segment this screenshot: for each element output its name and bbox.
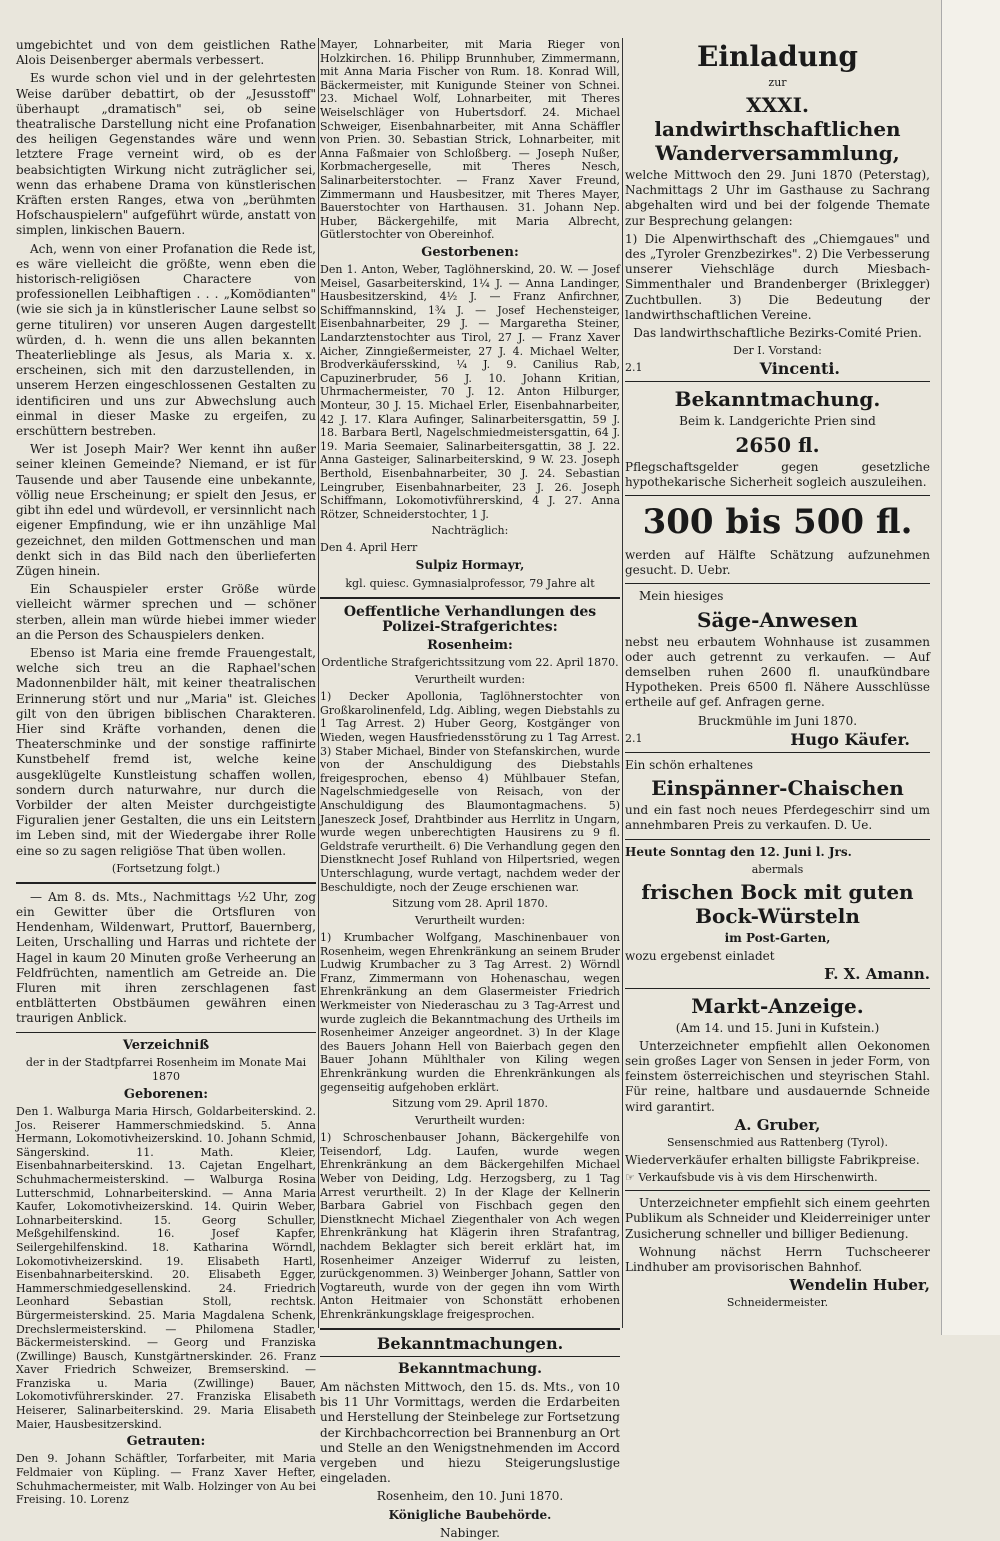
news-item-hail: — Am 8. ds. Mts., Nachmittags ½2 Uhr, zog ein Gewitter über die Ortsfluren von Hendenham, Wildenwart, Pruttorf, Bauernberg, Leiten, Urschalling und Harras und richtete der Hagel in kaum 20 Minuten große Verheerung an Feldfrüchten, namentlich am Getreide an. Die Fluren mit ihren zerschlagenen fast entblätterten Obstbäumen gewähren einen traurigen Anblick.	[16, 889, 316, 1026]
article-paragraph: Ein Schauspieler erster Größe würde vielleicht wärmer sprechen und — schöner sterben, allein man würde hiebei immer wieder an die Person des Schauspielers denken.	[16, 582, 316, 642]
verdicts-list: 1) Schroschenbauser Johann, Bäckergehilfe von Teisendorf, Ldg. Laufen, wurde wegen Ehrenkränkung an dem Bäckergehilfen Michael Weber von Deiding, Ldg. Herzogsberg, zu 1 Tag Arrest verurtheilt. 2) In der Klage der Kellnerin Barbara Gabriel von Fischbach gegen den Dienstknecht Michael Ziegenthaler von Ach wegen Ehrenkränkung hat Klägerin ihren Strafantrag, nachdem Beklagter sich bereit erklärt hat, im Rosenheimer Anzeiger Widerruf zu leisten, zurückgenommen. 3) Weinberger Johann, Sattler von Vogtareuth, wurde von der gegen ihn vom Wirth Anton Heitmaier von Schonstätt erhobenen Ehrenkränkungsklage freigesprochen.	[320, 1131, 620, 1321]
assembly-title: XXXI. landwirthschaftlichen Wanderversammlung,	[654, 93, 901, 165]
divider	[16, 882, 316, 884]
booth-location	[625, 1171, 930, 1185]
sawmill-title: Säge-Anwesen	[697, 607, 858, 632]
article-paragraph: Wer ist Joseph Mair? Wer kennt ihn außer seiner kleinen Gemeinde? Niemand, er ist für Tausende und aber Tausende eine unbekannte, völlig neue Erscheinung; er spielt den Jesus, er gibt ihn edel und würdevoll, er versinnlicht nach eigener Empfindung, wie er ihn unzählige Mal gezeichnet, den milden Gottmenschen und man denkt sich in das Bild nach den überlieferten Zügen hinein.	[16, 442, 316, 578]
article-continuation: umgebichtet und von dem geistlichen Rathe Alois Deisenberger abermals verbessert.	[16, 38, 316, 68]
pointing-hand-icon: ☞	[625, 1171, 639, 1185]
notice-title: Bekanntmachung.	[674, 387, 881, 412]
verdicts-list: 1) Decker Apollonia, Taglöhnerstochter von Großkarolinenfeld, Ldg. Aibling, wegen Diebstahls zu 1 Tag Arrest. 2) Huber Georg, Kostgänger von Wieden, wegen Hausfriedensstörung zu 1 Tag Arrest. 3) Staber Michael, Binder von Stefanskirchen, wurde von der Anschuldigung des Diebstahls freigesprochen, ebenso 4) Mühlbauer Stefan, Nagelschmiedgeselle von Reisach, von der Anschuldigung des Blaumontagmachens. 5) Janeszeck Josef, Drahtbinder aus Herrlitz in Ungarn, wurde wegen unberechtigten Hausirens zu 9 fl. Geldstrafe verurtheilt. 6) Die Verhandlung gegen den Dienstknecht Josef Ruhland von Hilpertsried, wegen Unterschlagung, wurde vertagt, nachdem weder der Beschuldigte, noch der Zeuge erschienen war.	[320, 690, 620, 894]
notice-text: Beim k. Landgerichte Prien sind	[679, 414, 876, 429]
market-subtitle: (Am 14. und 15. Juni in Kufstein.)	[675, 1020, 880, 1035]
announcement-signer: Nabinger.	[440, 1525, 500, 1540]
addendum-name: Sulpiz Hormayr,	[415, 558, 525, 573]
session-heading: Sitzung vom 29. April 1870.	[392, 1097, 548, 1111]
notice-amount: 2650 fl.	[735, 432, 820, 457]
verdict-heading: Verurtheilt wurden:	[414, 673, 526, 687]
divider	[625, 1190, 930, 1191]
signature-huber: Wendelin Huber,	[789, 1276, 930, 1295]
market-title: Markt-Anzeige.	[691, 993, 864, 1018]
article-paragraph: Es wurde schon viel und in der gelehrtesten Weise darüber debattirt, ob der „Jesusstoff" überhaupt „dramatisch" sei, ob seine theatralische Darstellung nicht eine Profanation des heiligen Gegenstandes wäre und wenn letztere Frage verneint wird, ob es der beabsichtigten Wirkung nicht zuträglicher sei, wenn das erhabene Drama von künstlerischen Kräften ersten Ranges, etwa von „berühmten Hofschauspielern" aufgeführt würde, anstatt von simplen, linkischen Bauern.	[16, 71, 316, 238]
births-list: Den 1. Walburga Maria Hirsch, Goldarbeiterskind. 2. Jos. Reiserer Hammerschmiedskind. 5. Anna Hermann, Lokomotivheizerskind. 10. Johann Schmid, Sängerskind. 11. Math. Kleier, Eisenbahnarbeiterskind. 13. Cajetan Engelhart, Schuhmachermeisterskind. — Walburga Rosina Lutterschmid, Lohnarbeiterskind. — Anna Maria Kaufer, Lokomotivheizerskind. 14. Quirin Weber, Lohnarbeiterskind. 15. Georg Schuller, Meßgehilfenskind. 16. Josef Kapfer, Seilergehilfenskind. 18. Katharina Wörndl, Lokomotivheizerskind. 19. Elisabeth Hartl, Eisenbahnarbeiterskind. 20. Elisabeth Egger, Hammerschmiedgesellenskind. 24. Friedrich Leonhard Sebastian Stoll, rechtsk. Bürgermeisterskind. 25. Maria Magdalena Schenk, Drechslermeisterskind. — Philomena Stadler, Bäckermeisterskind. — Georg und Franziska (Zwillinge) Bausch, Kunstgärtnerskinder. 26. Franz Xaver Friedrich Schweizer, Bremserskind. — Franziska u. Maria (Zwillinge) Bauer, Lokomotivführerskinder. 27. Franziska Elisabeth Heiserer, Salinarbeiterskind. 29. Maria Elisabeth Maier, Hausbesitzerskind.	[16, 1105, 316, 1431]
postgarten-label: im Post-Garten,	[724, 930, 831, 945]
article-paragraph: Ebenso ist Maria eine fremde Frauengestalt, welche sich treu an die Raphael'schen Madonnenbilder hält, mit keiner theatralischen Erinnerung stört und nur „Maria" ist. Gleiches gilt von den übrigen biblischen Charakteren. Hier sind Kräfte vorhanden, denen die Theaterschminke und der sonstige raffinirte Kunstbehelf fremd ist, welche keine ausgeklügelte Kunstleistung schaffen wollen, sondern durch naturwahre, nur durch die Vorbilder der alten Meister durchgeistigte Figuralien jener Gestalten, die uns ein Leitstern im Leben sind, mit der Wiedergabe ihrer Rolle eine so zu sagen religiöse That üben wollen.	[16, 645, 316, 858]
invite-line: wozu ergebenst einladet	[625, 949, 775, 964]
divider	[320, 597, 620, 599]
addendum-detail: kgl. quiesc. Gymnasialprofessor, 79 Jahre alt	[345, 576, 595, 590]
signature-row	[625, 729, 930, 749]
sunday-line: Heute Sonntag den 12. Juni l. Jrs.	[625, 844, 852, 859]
committee-name: Das landwirthschaftliche Bezirks-Comité Prien.	[633, 326, 922, 341]
ad-number: 2.1	[625, 731, 643, 745]
loan-text: werden auf Hälfte Schätzung aufzunehmen gesucht. D. Uebr.	[625, 548, 930, 578]
divider	[625, 839, 930, 840]
abermals-label: abermals	[751, 862, 804, 876]
marriages-list: Den 9. Johann Schäftler, Torfarbeiter, mit Maria Feldmaier von Küpling. — Franz Xaver Hefter, Schuhmachermeister, mit Walb. Holzinger von Au bei Freising. 10. Lorenz	[16, 1452, 316, 1507]
marriages-list-continued: Mayer, Lohnarbeiter, mit Maria Rieger von Holzkirchen. 16. Philipp Brunnhuber, Zimmermann, mit Anna Maria Fischer von Rum. 18. Konrad Will, Bäckermeister, mit Kunigunde Steiner von Schnei. 23. Michael Wolf, Lohnarbeiter, mit Theres Weiselschläger von Hubertsdorf. 24. Michael Schweiger, Eisenbahnarbeiter, mit Anna Schäffler von Prien. 30. Sebastian Strick, Lohnarbeiter, mit Anna Faßmaier von Schloßberg. — Joseph Nußer, Korbmachergeselle, mit Theres Nesch, Salinarbeiterstochter. — Franz Xaver Freund, Zimmermann und Hausbesitzer, mit Theres Mayer, Bauerstochter von Harthausen. 31. Johann Nep. Huber, Bäckergehilfe, mit Maria Albrecht, Gütlerstochter von Obereinhof.	[320, 38, 620, 242]
market-text: Unterzeichneter empfiehlt allen Oekonomen sein großes Lager von Sensen in jeder Form, von feinstem österreichischen und steyrischen Stahl. Für reine, haltbare und ausdauernde Schneide wird garantirt.	[625, 1038, 930, 1114]
sawmill-date: Bruckmühle im Juni 1870.	[697, 713, 858, 728]
chairman-label: Der I. Vorstand:	[733, 344, 822, 358]
court-title: Oeffentliche Verhandlungen des Polizei-Strafgerichtes:	[343, 603, 597, 635]
column-middle	[320, 38, 620, 1540]
article-paragraph: Ach, wenn von einer Profanation die Rede ist, es wäre vielleicht die größte, wenn eben die historisch-religiösen Charactere von professionellen Leibhaftigen . . . „Komödianten" (wie sie sich ja in künstlerischer Laune selbst so gerne tituliren) vor unseren Augen dargestellt würden, d. h. wenn die uns allen bekannten Theaterlieblinge als Jesus, als Maria x. x. erscheinen, sich mit den darzustellenden, in unserem Herzen eingeschlossenen Gestalten zu identificiren und uns zur Abwechslung auch einmal in dieser Maske zu ergeifen, zu erschüttern bestreben.	[16, 241, 316, 439]
divider	[16, 1032, 316, 1033]
court-place: Rosenheim:	[427, 638, 513, 653]
assembly-text: welche Mittwoch den 29. Juni 1870 (Peterstag), Nachmittags 2 Uhr im Gasthause zu Sachrang abgehalten wird und bei der folgende Themate zur Besprechung gelangen:	[625, 168, 930, 228]
huber-detail: Schneidermeister.	[726, 1296, 829, 1310]
registry-title: Verzeichniß	[122, 1037, 210, 1053]
divider	[625, 752, 930, 753]
signature-gruber: A. Gruber,	[734, 1115, 821, 1134]
sawmill-intro: Mein hiesiges	[639, 589, 724, 604]
tailor-text: Unterzeichneter empfiehlt sich einem geehrten Publikum als Schneider und Kleiderreiniger unter Zusicherung schneller und billiger Bedienung.	[625, 1196, 930, 1241]
chaise-title: Einspänner-Chaischen	[651, 776, 904, 801]
divider	[625, 988, 930, 989]
registry-subtitle: der in der Stadtpfarrei Rosenheim im Monate Mai 1870	[25, 1055, 307, 1083]
ad-number: 2.1	[625, 361, 643, 375]
tailor-address: Wohnung nächst Herrn Tuchscheerer Lindhuber am provisorischen Bahnhof.	[625, 1244, 930, 1274]
signature-amann: F. X. Amann.	[824, 965, 930, 984]
verdict-heading: Verurtheilt wurden:	[414, 1114, 526, 1128]
divider	[320, 1328, 620, 1330]
signature-row	[625, 359, 930, 379]
announcement-text: Am nächsten Mittwoch, den 15. ds. Mts., von 10 bis 11 Uhr Vormittags, werden die Erdarbeiten und Herstellung der Steinbelege zur Fortsetzung der Kirchbachcorrection bei Brannenburg an Ort und Stelle an den Wenigstnehmenden im Accord vergeben und hiezu Steigerungslustige eingeladen.	[320, 1379, 620, 1486]
announcements-heading: Bekanntmachungen.	[376, 1333, 564, 1353]
deaths-list: Den 1. Anton, Weber, Taglöhnerskind, 20. W. — Josef Meisel, Gasarbeiterskind, 1¼ J. — Anna Landinger, Hausbesitzerskind, 4½ J. — Franz Anfirchner, Schiffmannskind, 1¾ J. — Josef Hechensteiger, Eisenbahnarbeiter, 29 J. — Margaretha Steiner, Landarztenstochter aus Tirol, 27 J. — Franz Xaver Aicher, Zinngießermeister, 27 J. 4. Michael Welter, Brodverkäufersskind, ¼ J. 9. Canilius Rab, Capuzinerbruder, 56 J. 10. Johann Kritian, Uhrmachermeister, 70 J. 12. Anton Hilburger, Monteur, 30 J. 15. Michael Erler, Eisenbahnarbeiter, 42 J. 17. Klara Aufinger, Salinarbeitersgattin, 59 J. 18. Barbara Bertl, Nagelschmiedmeistersgattin, 64 J. 19. Maria Seemaier, Salinarbeitersgattin, 38 J. 22. Anna Gasteiger, Salinarbeiterskind, 9 W. 23. Joseph Berthold, Eisenbahnarbeiter, 30 J. 24. Sebastian Leingruber, Eisenbahnarbeiter, 23 J. 26. Joseph Schiffmann, Lokomotivführerskind, 4 J. 27. Anna Rötzer, Schneiderstochter, 1 J.	[320, 263, 620, 521]
page-edge	[941, 0, 1000, 1335]
session-heading: Sitzung vom 28. April 1870.	[392, 897, 548, 911]
invitation-zur: zur	[768, 76, 787, 89]
gruber-detail: Sensenschmied aus Rattenberg (Tyrol).	[667, 1135, 888, 1149]
announcement-date: Rosenheim, den 10. Juni 1870.	[376, 1489, 564, 1504]
births-heading: Geborenen:	[123, 1086, 209, 1102]
chaise-text: und ein fast noch neues Pferdegeschirr sind um annehmbaren Preis zu verkaufen. D. Ue.	[625, 803, 930, 833]
notice-text2: Pflegschaftsgelder gegen gesetzliche hypothekarische Sicherheit sogleich auszuleihen.	[625, 459, 930, 489]
signature-vincenti: Vincenti.	[759, 359, 840, 379]
booth-location-text: Verkaufsbude vis à vis dem Hirschenwirth.	[638, 1171, 878, 1185]
column-rule	[318, 38, 319, 1328]
verdict-heading: Verurtheilt wurden:	[414, 914, 526, 928]
signature-kaeufer: Hugo Käufer.	[790, 729, 910, 749]
loan-amount-title: 300 bis 500 fl.	[642, 502, 913, 543]
continuation-note: (Fortsetzung folgt.)	[111, 861, 221, 875]
addendum-heading: Nachträglich:	[431, 524, 509, 538]
deaths-heading: Gestorbenen:	[421, 244, 519, 260]
invitation-title: Einladung	[697, 40, 858, 73]
addendum-text: Den 4. April Herr	[320, 541, 418, 555]
announcement-authority: Königliche Baubehörde.	[388, 1507, 552, 1522]
column-right	[625, 38, 930, 1328]
divider	[625, 583, 930, 584]
chaise-intro: Ein schön erhaltenes	[625, 758, 753, 773]
divider	[320, 1356, 620, 1357]
announcement-title: Bekanntmachung.	[398, 1360, 542, 1377]
column-rule	[622, 38, 623, 1328]
marriages-heading: Getrauten:	[126, 1434, 206, 1450]
assembly-topics: 1) Die Alpenwirthschaft des „Chiemgaues" und des „Tyroler Grenzbezirkes". 2) Die Verbesserung unserer Viehschläge durch Miesbach-Simmenthaler und Brandenberger (Brixlegger) Zuchtbullen. 3) Die Bedeutung der landwirthschaftlichen Vereine.	[625, 231, 930, 322]
bock-title: frischen Bock mit guten Bock-Würsteln	[641, 879, 914, 928]
divider	[625, 495, 930, 496]
column-left	[16, 38, 316, 1507]
verdicts-list: 1) Krumbacher Wolfgang, Maschinenbauer von Rosenheim, wegen Ehrenkränkung an seinem Bruder Ludwig Krumbacher zu 3 Tag Arrest. 2) Wörndl Franz, Zimmermann von Hohenaschau, wegen Ehrenkränkung an dem Glasermeister Friedrich Werkmeister von Niederaschau zu 3 Tag-Arrest und wurde zugleich die Bekanntmachung des Urtheils im Rosenheimer Anzeiger angeordnet. 3) In der Klage des Bauers Johann Hell von Baierbach gegen den Bauer Johann Mühlthaler von Kiling wegen Ehrenkränkung wurden die Ehrenkränkungen als gegenseitig aufgehoben erklärt.	[320, 931, 620, 1094]
gruber-text: Wiederverkäufer erhalten billigste Fabrikpreise.	[625, 1152, 920, 1167]
divider	[625, 381, 930, 382]
sawmill-text: nebst neu erbautem Wohnhause ist zusammen oder auch getrennt zu verkaufen. — Auf demselben ruhen 2600 fl. unaufkündbare Hypotheken. Preis 6500 fl. Nähere Ausschlüsse ertheile auf gef. Anfragen gerne.	[625, 634, 930, 710]
session-heading: Ordentliche Strafgerichtssitzung vom 22. April 1870.	[321, 656, 619, 670]
